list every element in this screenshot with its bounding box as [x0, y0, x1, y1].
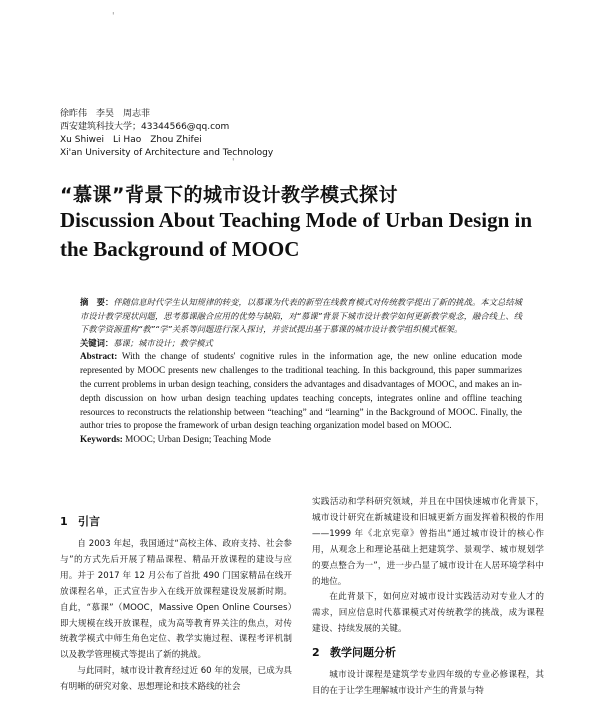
affiliation-cn: 西安建筑科技大学；43344566@qq.com: [60, 122, 230, 132]
section-2-title: 教学问题分析: [330, 646, 396, 660]
section-1-number: 1: [60, 515, 68, 528]
abstract-cn-text: 伴随信息时代学生认知规律的转变，以慕课为代表的新型在线教育模式对传统教学提出了新的挑战。本文总结城市设计教学现状问题，思考慕课融合应用的优势与缺陷，对“慕课”背景下城市设计教学如何更新教学观念，融合线上、线下教学资源重构“教”“学”关系等问题进行深入探讨，并尝试提出基于慕课的城市设计教学组织模式框架。: [80, 297, 522, 335]
abstract-cn-label: 摘 要：: [80, 297, 114, 307]
section-2-number: 2: [312, 646, 320, 660]
section-1-heading: [60, 513, 292, 531]
section-1-title: 引言: [78, 515, 100, 528]
author-block: [60, 108, 273, 160]
abstract-en: [80, 350, 522, 433]
keywords-cn-text: 慕课；城市设计；教学模式: [113, 337, 213, 348]
paragraph-intro-2: 与此同时，城市设计教育经过近 60 年的发展，已成为具有明晰的研究对象、思想理论和技术路线的社会: [60, 666, 292, 693]
paragraph-right-3: 城市设计课程是建筑学专业四年级的专业必修课程，其目的在于让学生理解城市设计产生的背景与特: [312, 670, 544, 697]
abstract-en-text: With the change of students' cognitive rules in the information age, the new online education mode represented by MOOC presents new challenges to the traditional teaching. In this background, this paper summarizes the current problems in urban design teaching, considers the advantages and disadvantages of MOOC, and makes an in-depth discussion on how urban design teaching updates teaching concepts, integrates online and offline teaching resources to reconstructs the relationship between “teaching” and “learning” in the Background of MOOC. Finally, the author tries to propose the framework of urban design teaching organization model based on MOOC.: [80, 351, 522, 431]
author-names-en: Xu Shiwei Li Hao Zhou Zhifei: [60, 135, 202, 145]
body-right-column: [312, 495, 544, 700]
keywords-en: [80, 433, 522, 447]
abstract-en-label: Abstract:: [80, 351, 118, 362]
author-names-cn: 徐昨伟 李昊 周志菲: [60, 109, 151, 119]
paragraph-right-1: 实践活动和学科研究领域，并且在中国快速城市化背景下，城市设计研究在新城建设和旧城更新方面发挥着积极的作用——1999 年《北京宪章》曾指出“通过城市设计的核心作用，从观念上和理论基础上把建筑学、景观学、城市规划学的要点整合为一”，进一步凸显了城市设计在人居环境学科中的地位。: [312, 497, 544, 587]
scan-mark-2: ': [232, 158, 235, 168]
affiliation-en: Xi'an University of Architecture and Technology: [60, 148, 274, 158]
title-english: Discussion About Teaching Mode of Urban Design in the Background of MOOC: [60, 208, 533, 261]
abstract-cn: [80, 296, 522, 337]
keywords-en-label: Keywords:: [80, 434, 123, 445]
title-chinese: “慕课”背景下的城市设计教学模式探讨: [60, 184, 398, 206]
abstract-block: [80, 296, 522, 447]
paragraph-right-2: 在此背景下，如何应对城市设计实践活动对专业人才的需求，回应信息时代慕课模式对传统教学的挑战，成为课程建设、持续发展的关键。: [312, 592, 544, 635]
keywords-en-text: MOOC; Urban Design; Teaching Mode: [125, 434, 271, 445]
scan-mark: ': [112, 12, 115, 22]
body-left-column: [60, 513, 292, 696]
keywords-cn-label: 关键词：: [80, 337, 114, 348]
keywords-cn: [80, 337, 522, 351]
section-2-heading: [312, 644, 544, 662]
paragraph-intro-1: 自 2003 年起，我国通过“高校主体、政府支持、社会参与”的方式先后开展了精品课程、精品开放课程的建设与应用。并于 2017 年 12 月公布了首批 490 门国家精品在线开放课程名单，正式宣告步入在线开放课程建设发展新时期。自此，“慕课”（MOOC，Massive Open Online Courses）即大规模在线开放课程，成为高等教育界关注的焦点，对传统教学模式中师生角色定位、教学实施过程、课程考评机制以及教学管理模式等提出了新的挑战。: [60, 539, 292, 661]
